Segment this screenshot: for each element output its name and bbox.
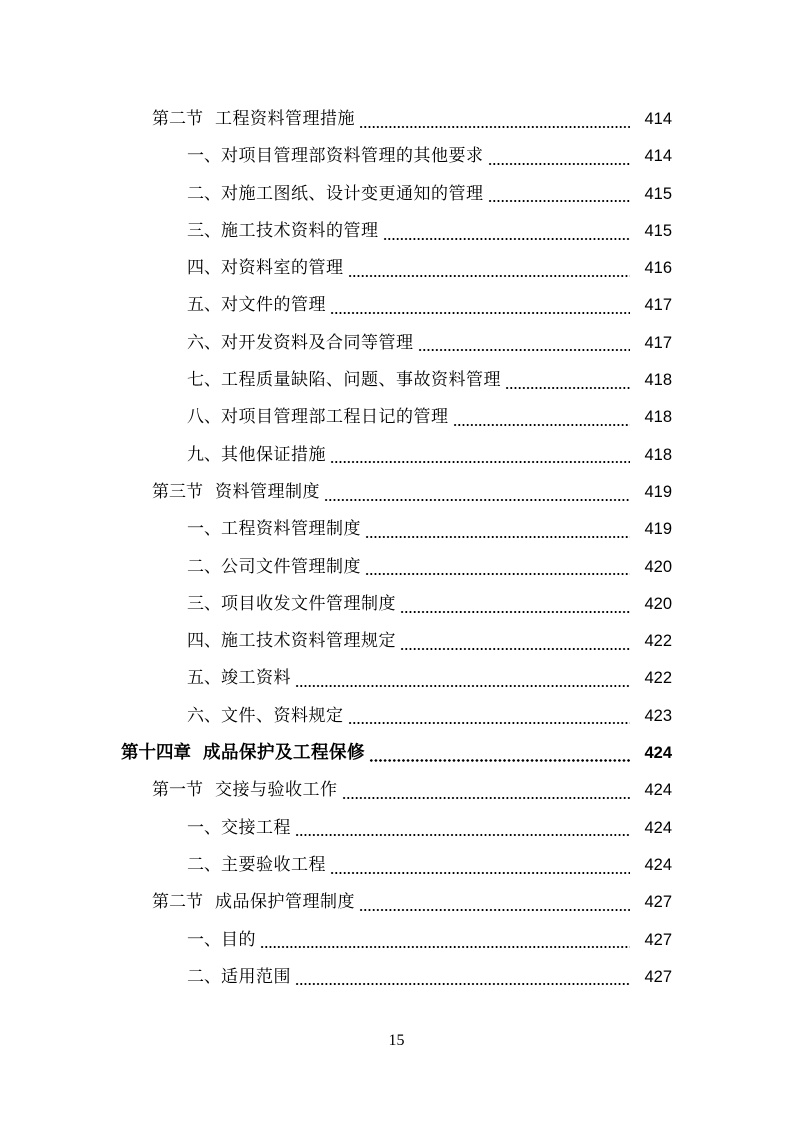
toc-entry-page: 424 xyxy=(644,855,672,874)
toc-entry[interactable] xyxy=(0,474,793,511)
toc-entry-page: 420 xyxy=(644,594,672,613)
toc-entry-page: 417 xyxy=(644,296,672,315)
toc-entry-title: 适用范围 xyxy=(221,966,291,987)
toc-entry-title: 工程质量缺陷、问题、事故资料管理 xyxy=(221,370,501,391)
toc-entry-title: 公司文件管理制度 xyxy=(221,556,361,577)
dot-leader xyxy=(330,872,630,874)
toc-entry[interactable] xyxy=(0,698,793,735)
toc-entry-number: 八、 xyxy=(187,407,221,428)
toc-entry[interactable] xyxy=(0,101,793,138)
toc-entry-title: 对开发资料及合同等管理 xyxy=(221,332,414,353)
toc-chapter-entry[interactable] xyxy=(0,735,793,772)
toc-entry[interactable] xyxy=(0,437,793,474)
toc-entry-page: 427 xyxy=(644,893,672,912)
toc-entry-number: 五、 xyxy=(187,295,221,316)
toc-entry[interactable] xyxy=(0,660,793,697)
toc-entry-title: 交接工程 xyxy=(221,817,291,838)
dot-leader xyxy=(505,387,630,389)
toc-entry-page: 419 xyxy=(644,520,672,539)
toc-entry-number: 第二节 xyxy=(152,892,203,913)
toc-entry[interactable] xyxy=(0,399,793,436)
toc-entry-page: 416 xyxy=(644,259,672,278)
dot-leader xyxy=(348,722,631,724)
toc-entry-title: 主要验收工程 xyxy=(221,854,326,875)
dot-leader xyxy=(400,611,630,613)
toc-entry-number: 第三节 xyxy=(152,481,203,502)
toc-entry-title: 对资料室的管理 xyxy=(221,258,344,279)
toc-entry-page: 415 xyxy=(644,184,672,203)
toc-entry[interactable] xyxy=(0,325,793,362)
toc-entry-page: 420 xyxy=(644,557,672,576)
toc-entry[interactable] xyxy=(0,922,793,959)
toc-entry-number: 二、 xyxy=(187,966,221,987)
toc-entry-page: 423 xyxy=(644,706,672,725)
toc-entry-page: 424 xyxy=(644,781,672,800)
dot-leader xyxy=(330,312,630,314)
dot-leader xyxy=(418,349,631,351)
toc-entry-page: 427 xyxy=(644,967,672,986)
toc-entry-title: 文件、资料规定 xyxy=(221,705,344,726)
toc-entry-number: 四、 xyxy=(187,258,221,279)
toc-entry-number: 四、 xyxy=(187,631,221,652)
toc-entry[interactable] xyxy=(0,511,793,548)
toc-entry-number: 一、 xyxy=(187,146,221,167)
toc-entry-title: 工程资料管理措施 xyxy=(215,109,355,129)
dot-leader xyxy=(359,126,630,128)
toc-entry-title: 对施工图纸、设计变更通知的管理 xyxy=(221,183,484,204)
toc-entry-page: 418 xyxy=(644,371,672,390)
toc-entry-page: 417 xyxy=(644,333,672,352)
toc-entry-title: 工程资料管理制度 xyxy=(221,519,361,540)
toc-entry-page: 427 xyxy=(644,930,672,949)
toc-entry[interactable] xyxy=(0,884,793,921)
toc-entry-title: 施工技术资料的管理 xyxy=(221,220,379,241)
toc-entry-number: 一、 xyxy=(187,817,221,838)
toc-entry-number: 六、 xyxy=(187,705,221,726)
toc-entry-number: 九、 xyxy=(187,444,221,465)
toc-entry-title: 对项目管理部资料管理的其他要求 xyxy=(221,146,484,167)
toc-entry-title: 对项目管理部工程日记的管理 xyxy=(221,407,449,428)
toc-entry-title: 资料管理制度 xyxy=(215,481,320,502)
toc-entry-number: 第二节 xyxy=(152,109,203,129)
toc-entry-page: 424 xyxy=(644,818,672,837)
dot-leader xyxy=(348,275,631,277)
toc-entry[interactable] xyxy=(0,586,793,623)
toc-entry[interactable] xyxy=(0,810,793,847)
toc-entry-title: 竣工资料 xyxy=(221,668,291,689)
toc-entry-number: 第一节 xyxy=(152,780,203,801)
toc-entry[interactable] xyxy=(0,176,793,213)
toc-entry-number: 三、 xyxy=(187,220,221,241)
dot-leader xyxy=(295,983,630,985)
toc-entry-number: 七、 xyxy=(187,370,221,391)
dot-leader xyxy=(295,685,630,687)
toc-entry-page: 418 xyxy=(644,408,672,427)
toc-entry[interactable] xyxy=(0,772,793,809)
dot-leader xyxy=(295,834,630,836)
toc-entry-title: 交接与验收工作 xyxy=(215,780,338,801)
toc-entry[interactable] xyxy=(0,213,793,250)
toc-entry-page: 415 xyxy=(644,221,672,240)
toc-entry-page: 414 xyxy=(644,110,672,128)
toc-entry-number: 五、 xyxy=(187,668,221,689)
toc-entry-number: 三、 xyxy=(187,593,221,614)
dot-leader xyxy=(369,759,630,762)
toc-entry-page: 424 xyxy=(644,744,672,763)
toc-entry-title: 项目收发文件管理制度 xyxy=(221,593,396,614)
toc-entry[interactable] xyxy=(0,847,793,884)
toc-entry-title: 成品保护管理制度 xyxy=(215,892,355,913)
toc-entry-page: 422 xyxy=(644,632,672,651)
toc-entry[interactable] xyxy=(0,959,793,996)
toc-entry-number: 第十四章 xyxy=(121,743,191,764)
dot-leader xyxy=(359,909,630,911)
toc-entry-number: 二、 xyxy=(187,183,221,204)
page-number: 15 xyxy=(388,1032,405,1049)
dot-leader xyxy=(365,536,630,538)
dot-leader xyxy=(488,163,631,165)
dot-leader xyxy=(383,238,631,240)
dot-leader xyxy=(342,797,631,799)
dot-leader xyxy=(400,648,630,650)
table-of-contents xyxy=(0,101,793,996)
toc-entry-number: 二、 xyxy=(187,556,221,577)
dot-leader xyxy=(453,424,631,426)
toc-entry-page: 418 xyxy=(644,445,672,464)
toc-entry-title: 对文件的管理 xyxy=(221,295,326,316)
toc-entry-number: 二、 xyxy=(187,854,221,875)
toc-entry-title: 成品保护及工程保修 xyxy=(203,743,365,764)
toc-entry-page: 414 xyxy=(644,147,672,166)
toc-entry-number: 一、 xyxy=(187,519,221,540)
toc-entry-number: 一、 xyxy=(187,929,221,950)
toc-entry[interactable] xyxy=(0,549,793,586)
toc-entry-title: 其他保证措施 xyxy=(221,444,326,465)
toc-entry-number: 六、 xyxy=(187,332,221,353)
toc-entry-title: 施工技术资料管理规定 xyxy=(221,631,396,652)
toc-entry[interactable] xyxy=(0,138,793,175)
dot-leader xyxy=(260,946,630,948)
dot-leader xyxy=(324,499,630,501)
dot-leader xyxy=(488,200,631,202)
toc-entry[interactable] xyxy=(0,362,793,399)
toc-entry[interactable] xyxy=(0,250,793,287)
toc-entry[interactable] xyxy=(0,287,793,324)
toc-entry-title: 目的 xyxy=(221,929,256,950)
toc-entry[interactable] xyxy=(0,623,793,660)
dot-leader xyxy=(330,461,630,463)
toc-entry-page: 422 xyxy=(644,669,672,688)
toc-entry-page: 419 xyxy=(644,482,672,501)
dot-leader xyxy=(365,573,630,575)
